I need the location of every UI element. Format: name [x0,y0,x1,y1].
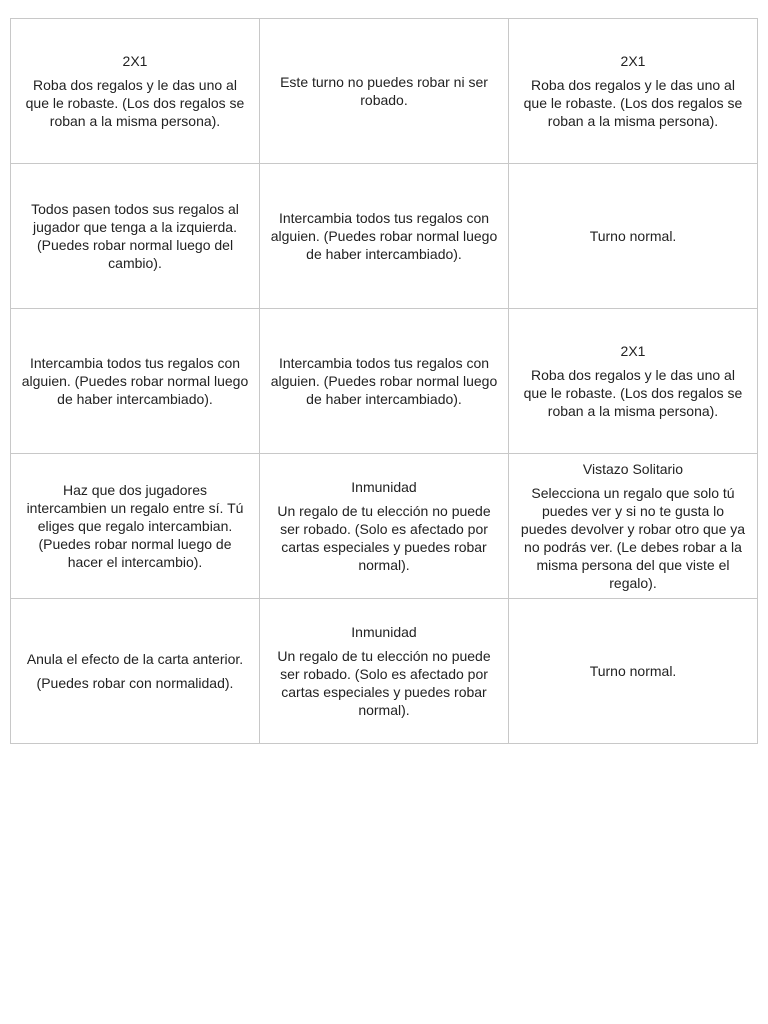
card-text: Roba dos regalos y le das uno al que le robaste. (Los dos regalos se roban a la misma persona). [523,77,743,129]
card-title: Vistazo Solitario [582,461,684,477]
card-cell [509,19,758,164]
card-row [11,19,758,164]
card-text: Turno normal. [589,663,677,679]
card-title: Inmunidad [351,624,417,640]
card-cell [260,19,509,164]
card-title: 2X1 [620,53,646,69]
card-text: Este turno no puedes robar ni ser robado. [280,74,488,108]
card-cell [260,454,509,599]
card-cell [260,164,509,309]
card-text: Selecciona un regalo que solo tú puedes ver y si no te gusta lo puedes devolver y robar otro que ya no podrás ver. (Le debes robar a la misma persona del que viste el regalo). [520,485,746,591]
card-cell [11,454,260,599]
card-note: (Puedes robar con normalidad). [36,675,234,691]
card-text: Roba dos regalos y le das uno al que le robaste. (Los dos regalos se roban a la misma persona). [523,367,743,419]
card-row [11,454,758,599]
card-text: Un regalo de tu elección no puede ser robado. (Solo es afectado por cartas especiales y puedes robar normal). [277,648,491,718]
card-text: Un regalo de tu elección no puede ser robado. (Solo es afectado por cartas especiales y puedes robar normal). [277,503,491,573]
card-cell [260,599,509,744]
card-title: 2X1 [620,343,646,359]
card-text: Todos pasen todos sus regalos al jugador que tenga a la izquierda. (Puedes robar normal luego del cambio). [31,201,239,271]
card-cell [509,454,758,599]
card-text: Roba dos regalos y le das uno al que le robaste. (Los dos regalos se roban a la misma persona). [25,77,245,129]
card-title: 2X1 [122,53,148,69]
card-row [11,164,758,309]
card-text: Haz que dos jugadores intercambien un regalo entre sí. Tú eliges que regalo intercambian. (Puedes robar normal luego de hacer el intercambio). [26,482,244,570]
card-title: Inmunidad [351,479,417,495]
card-cell [11,19,260,164]
card-row [11,599,758,744]
card-text: Anula el efecto de la carta anterior. [26,651,244,667]
card-cell [11,309,260,454]
card-text: Turno normal. [589,228,677,244]
card-cell [11,164,260,309]
card-text: Intercambia todos tus regalos con alguien. (Puedes robar normal luego de haber intercambiado). [270,355,498,407]
card-cell [260,309,509,454]
card-cell [509,599,758,744]
card-cell [509,309,758,454]
card-grid [10,18,758,744]
card-row [11,309,758,454]
card-text: Intercambia todos tus regalos con alguien. (Puedes robar normal luego de haber intercambiado). [270,210,498,262]
card-cell [509,164,758,309]
card-text: Intercambia todos tus regalos con alguien. (Puedes robar normal luego de haber intercambiado). [21,355,249,407]
card-cell [11,599,260,744]
